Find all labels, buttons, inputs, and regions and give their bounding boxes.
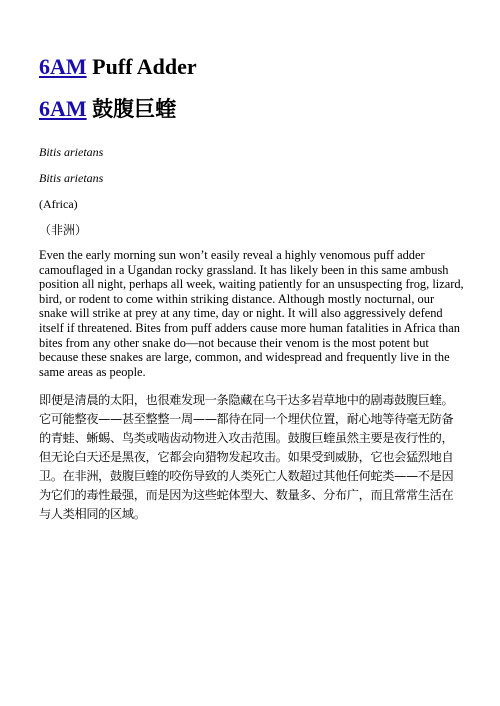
description-english: Even the early morning sun won’t easily reveal a highly venomous puff adder camouflaged in a Ugandan rocky grassland. It has likely been in this same ambush position all night, perhaps all week, waiting patiently for an unsuspecting frog, lizard, bird, or rodent to come within striking distance. Although mostly nocturnal, our snake will strike at prey at any time, day or night. It will also aggressively defend itself if threatened. Bites from puff adders cause more human fatalities in Africa than bites from any other snake do—not because their venom is the most potent but because these snakes are large, common, and widespread and frequently live in the same areas as people. xyxy=(39,248,464,379)
time-link-6am[interactable]: 6AM xyxy=(39,54,87,79)
document-page xyxy=(39,52,464,524)
scientific-name: Bitis arietans xyxy=(39,145,104,159)
page-title-chinese xyxy=(39,94,464,124)
region-chinese: （非洲） xyxy=(39,223,88,237)
region-english: (Africa) xyxy=(39,197,78,211)
species-name-english: Puff Adder xyxy=(92,54,197,79)
description-chinese: 即便是清晨的太阳，也很难发现一条隐藏在乌干达多岩草地中的剧毒鼓腹巨蝰。它可能整夜——甚至整整一周——都待在同一个埋伏位置，耐心地等待毫无防备的青蛙、蜥蜴、鸟类或啮齿动物进入攻击范围。鼓腹巨蝰虽然主要是夜行性的，但无论白天还是黑夜，它都会向猎物发起攻击。如果受到威胁，它也会猛烈地自卫。在非洲，鼓腹巨蝰的咬伤导致的人类死亡人数超过其他任何蛇类——不是因为它们的毒性最强，而是因为这些蛇体型大、数量多、分布广，而且常常生活在与人类相同的区域。 xyxy=(39,393,454,522)
species-name-chinese: 鼓腹巨蝰 xyxy=(92,97,177,121)
time-link-6am-cn[interactable]: 6AM xyxy=(39,96,87,121)
page-title-english xyxy=(39,52,464,82)
scientific-name-repeat: Bitis arietans xyxy=(39,171,104,185)
